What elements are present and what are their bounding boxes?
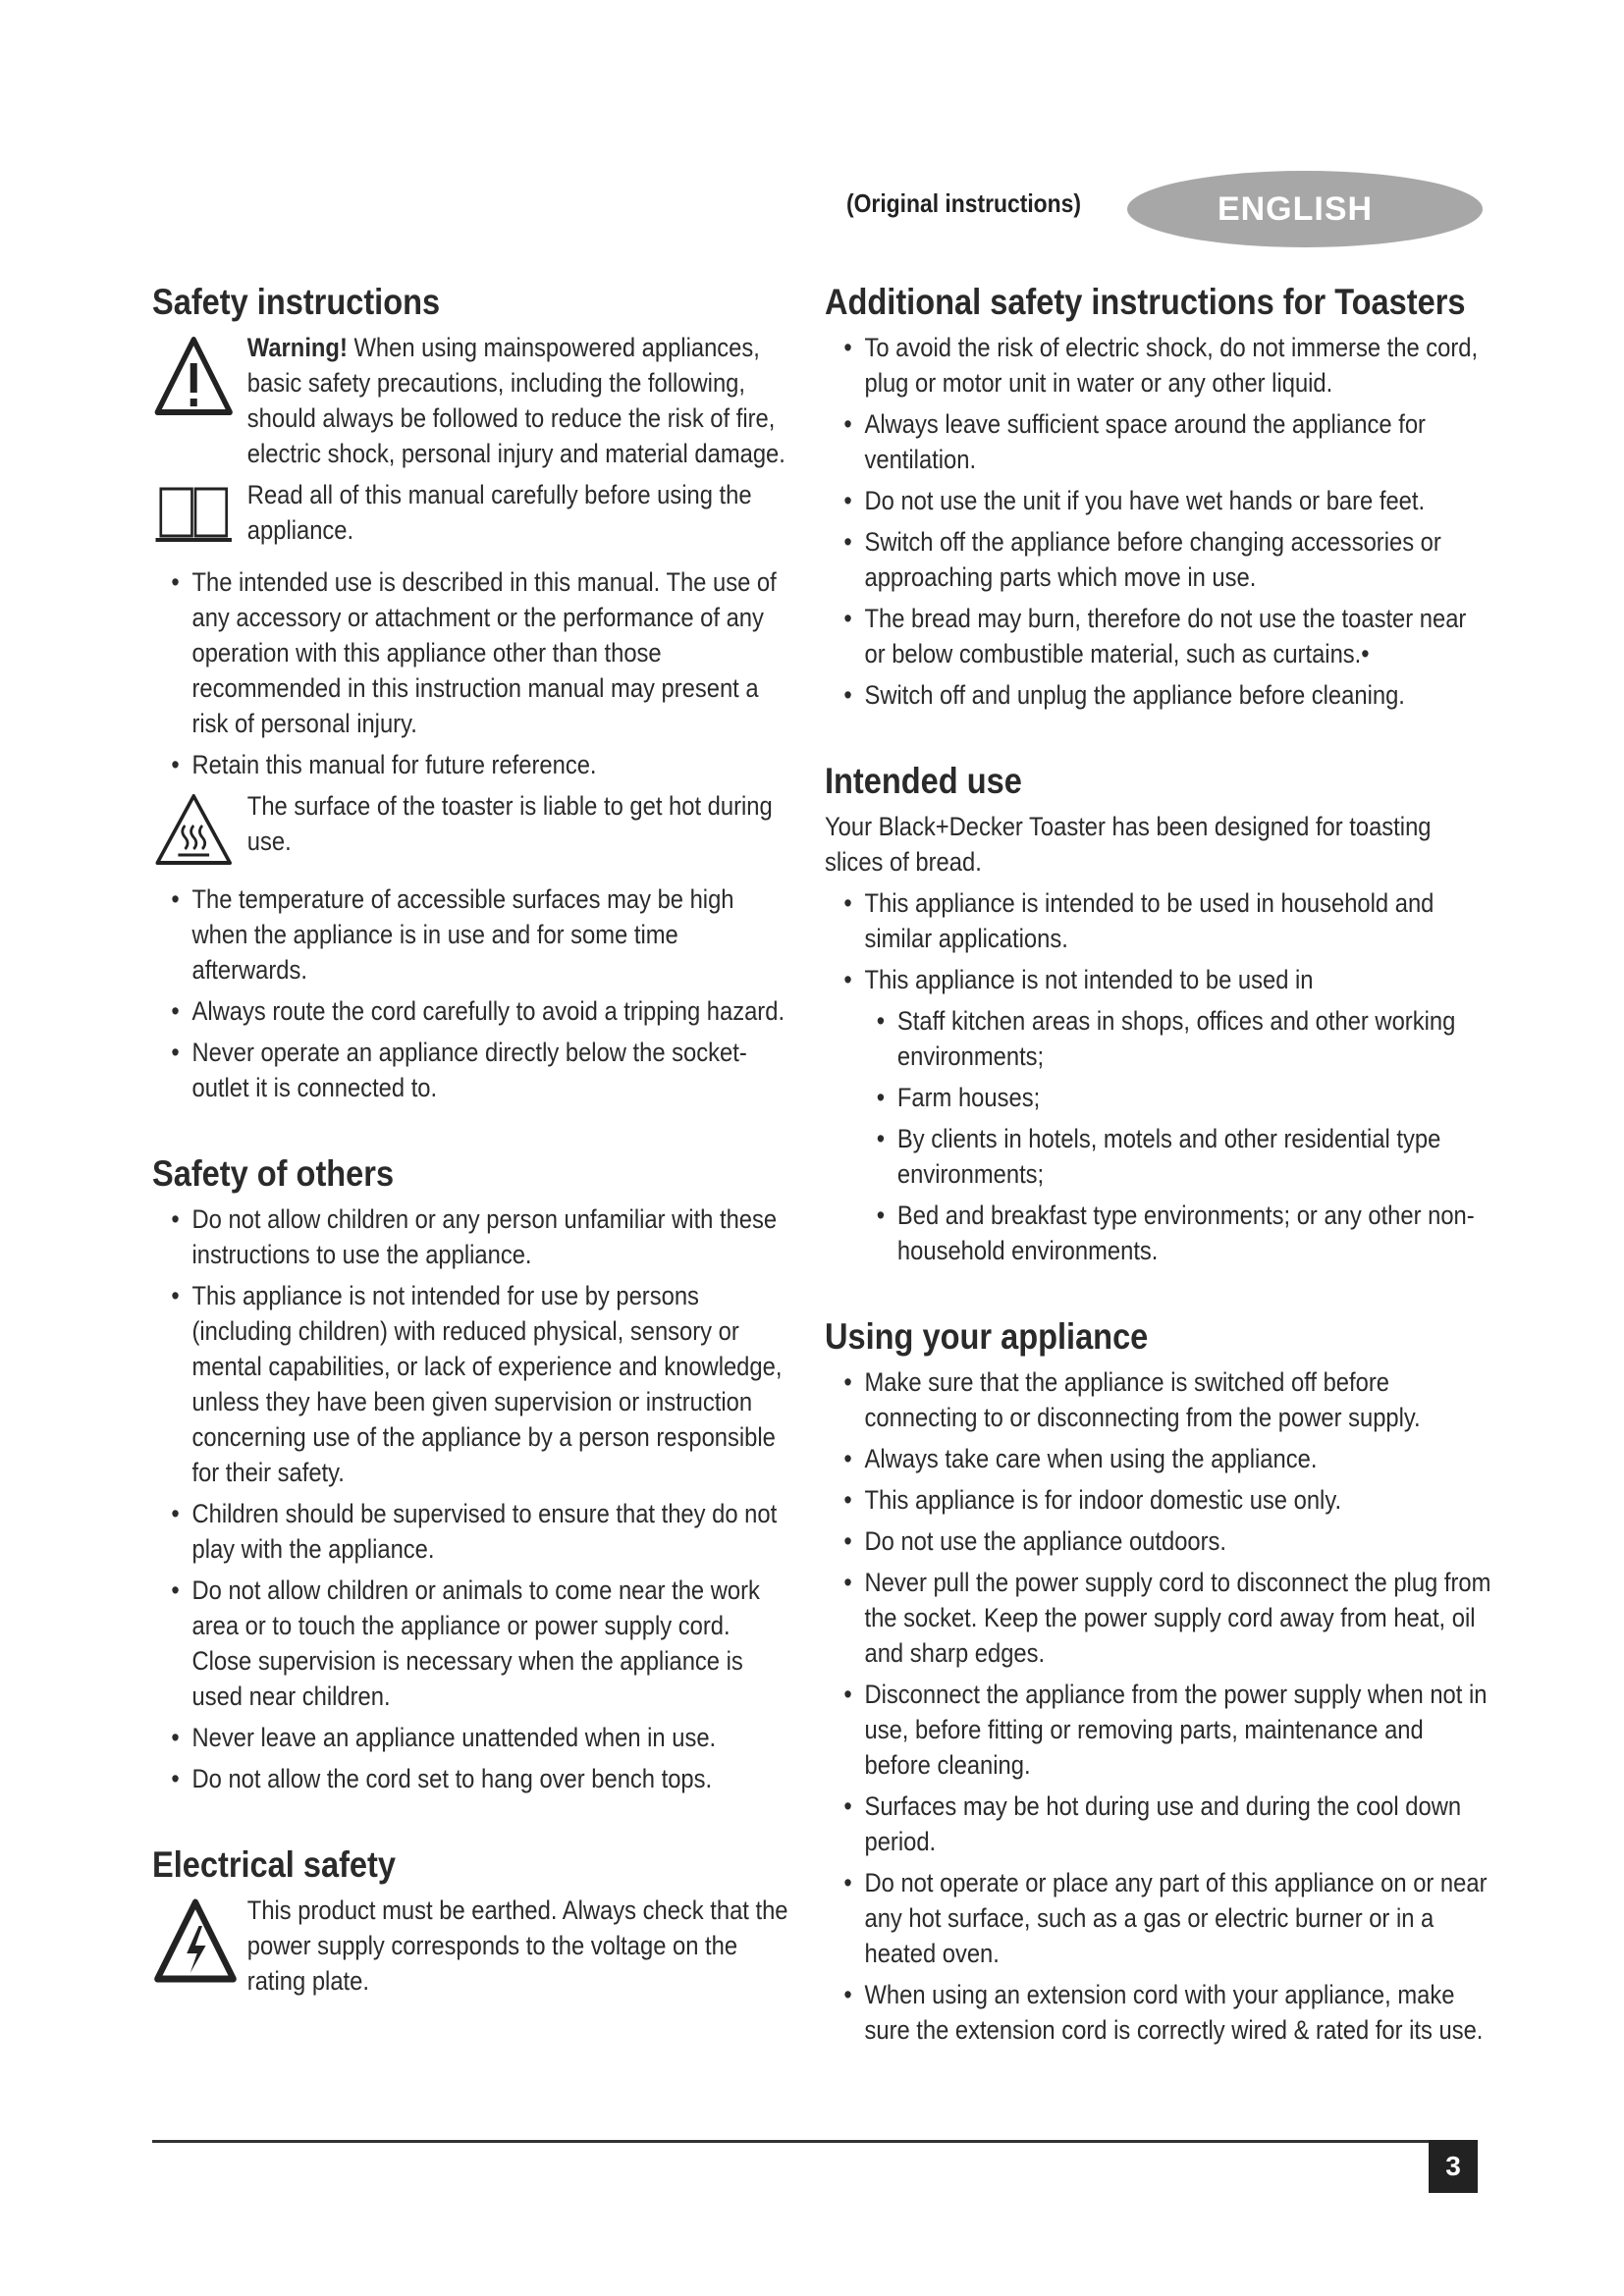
hot-surface-icon	[152, 792, 235, 867]
list-item: • When using an extension cord with your appliance, make sure the extension cord is correctly wired & rated for its use.	[825, 1977, 1492, 2048]
original-instructions-label: (Original instructions)	[846, 188, 1081, 218]
list-item: • This appliance is not intended for use by persons (including children) with reduced physical, sensory or mental capabilities, or lack of experience and knowledge, unless they have been given supervision or instruction concerning use of the appliance by a person responsible for their safety.	[152, 1278, 790, 1490]
list-item: • Do not allow children or animals to come near the work area or to touch the appliance or power supply cord. Close supervision is necessary when the appliance is used near children.	[152, 1573, 790, 1714]
list-item: • Do not operate or place any part of this appliance on or near any hot surface, such as a gas or electric burner or in a heated oven.	[825, 1865, 1492, 1971]
left-column	[152, 281, 790, 1999]
electrical-block	[152, 1893, 790, 1999]
list-item: • Retain this manual for future reference.	[152, 747, 790, 782]
language-label: ENGLISH	[1217, 189, 1374, 228]
electric-hazard-icon	[152, 1896, 239, 1985]
list-item: • Children should be supervised to ensure that they do not play with the appliance.	[152, 1496, 790, 1567]
warning-block	[152, 330, 790, 471]
list-item: • This appliance is intended to be used in household and similar applications.	[825, 885, 1492, 956]
list-item: • Farm houses;	[825, 1080, 1492, 1115]
list-item: • Surfaces may be hot during use and during the cool down period.	[825, 1789, 1492, 1859]
list-item: • Do not use the unit if you have wet hands or bare feet.	[825, 483, 1492, 518]
intended-sub-bullets	[825, 1003, 1492, 1268]
list-item: • By clients in hotels, motels and other residential type environments;	[825, 1121, 1492, 1192]
list-item: • Always take care when using the appliance.	[825, 1441, 1492, 1476]
list-item: • Staff kitchen areas in shops, offices and other working environments;	[825, 1003, 1492, 1074]
list-item: • The temperature of accessible surfaces may be high when the appliance is in use and for some time afterwards.	[152, 881, 790, 988]
list-item: • Make sure that the appliance is switched off before connecting to or disconnecting from the power supply.	[825, 1364, 1492, 1435]
hot-surface-text: The surface of the toaster is liable to get hot during use.	[246, 791, 773, 856]
page-number: 3	[1429, 2140, 1478, 2193]
safety-bullets-2	[152, 881, 790, 1105]
list-item: • Always leave sufficient space around the appliance for ventilation.	[825, 406, 1492, 477]
intended-use-intro: Your Black+Decker Toaster has been designed for toasting slices of bread.	[825, 812, 1432, 877]
using-bullets	[825, 1364, 1492, 2048]
intended-bullets	[825, 885, 1492, 997]
safety-bullets-1	[152, 564, 790, 782]
electrical-text: This product must be earthed. Always check that the power supply corresponds to the voltage on the rating plate.	[246, 1896, 788, 1996]
right-column	[825, 281, 1492, 2048]
warning-triangle-icon	[152, 334, 235, 418]
safety-instructions-heading: Safety instructions	[152, 282, 441, 322]
list-item: • Bed and breakfast type environments; or any other non-household environments.	[825, 1198, 1492, 1268]
safety-of-others-heading: Safety of others	[152, 1153, 395, 1194]
footer-rule	[152, 2140, 1478, 2143]
additional-bullets	[825, 330, 1492, 713]
list-item: • Do not allow the cord set to hang over bench tops.	[152, 1761, 790, 1796]
book-icon	[152, 481, 235, 550]
electrical-safety-heading: Electrical safety	[152, 1844, 396, 1885]
list-item: • Switch off and unplug the appliance before cleaning.	[825, 677, 1492, 713]
hot-surface-block	[152, 788, 790, 876]
warning-text: When using mainspowered appliances, basic safety precautions, including the following, should always be followed to reduce the risk of fire, electric shock, personal injury and material damage.	[246, 333, 785, 468]
list-item: • Switch off the appliance before changing accessories or approaching parts which move in use.	[825, 524, 1492, 595]
list-item: • Never pull the power supply cord to disconnect the plug from the socket. Keep the power supply cord away from heat, oil and sharp edges.	[825, 1565, 1492, 1671]
list-item: • To avoid the risk of electric shock, do not immerse the cord, plug or motor unit in water or any other liquid.	[825, 330, 1492, 400]
language-badge	[1127, 171, 1483, 247]
list-item: • The bread may burn, therefore do not use the toaster near or below combustible material, such as curtains.•	[825, 601, 1492, 671]
list-item: • Do not use the appliance outdoors.	[825, 1523, 1492, 1559]
warning-bold: Warning!	[246, 333, 348, 362]
additional-safety-heading: Additional safety instructions for Toasters	[825, 282, 1466, 322]
read-manual-text: Read all of this manual carefully before using the appliance.	[246, 480, 752, 545]
others-bullets	[152, 1201, 790, 1796]
list-item: • This appliance is for indoor domestic use only.	[825, 1482, 1492, 1518]
list-item: • The intended use is described in this manual. The use of any accessory or attachment or the performance of any operation with this appliance other than those recommended in this instruction manual may present a risk of personal injury.	[152, 564, 790, 741]
list-item: • Never leave an appliance unattended when in use.	[152, 1720, 790, 1755]
list-item: • Never operate an appliance directly below the socket-outlet it is connected to.	[152, 1035, 790, 1105]
list-item: • Do not allow children or any person unfamiliar with these instructions to use the appliance.	[152, 1201, 790, 1272]
list-item: • This appliance is not intended to be used in	[825, 962, 1492, 997]
using-your-appliance-heading: Using your appliance	[825, 1316, 1149, 1357]
list-item: • Always route the cord carefully to avoid a tripping hazard.	[152, 993, 790, 1029]
read-manual-block	[152, 477, 790, 559]
list-item: • Disconnect the appliance from the power supply when not in use, before fitting or removing parts, maintenance and before cleaning.	[825, 1677, 1492, 1783]
intended-use-heading: Intended use	[825, 761, 1022, 801]
